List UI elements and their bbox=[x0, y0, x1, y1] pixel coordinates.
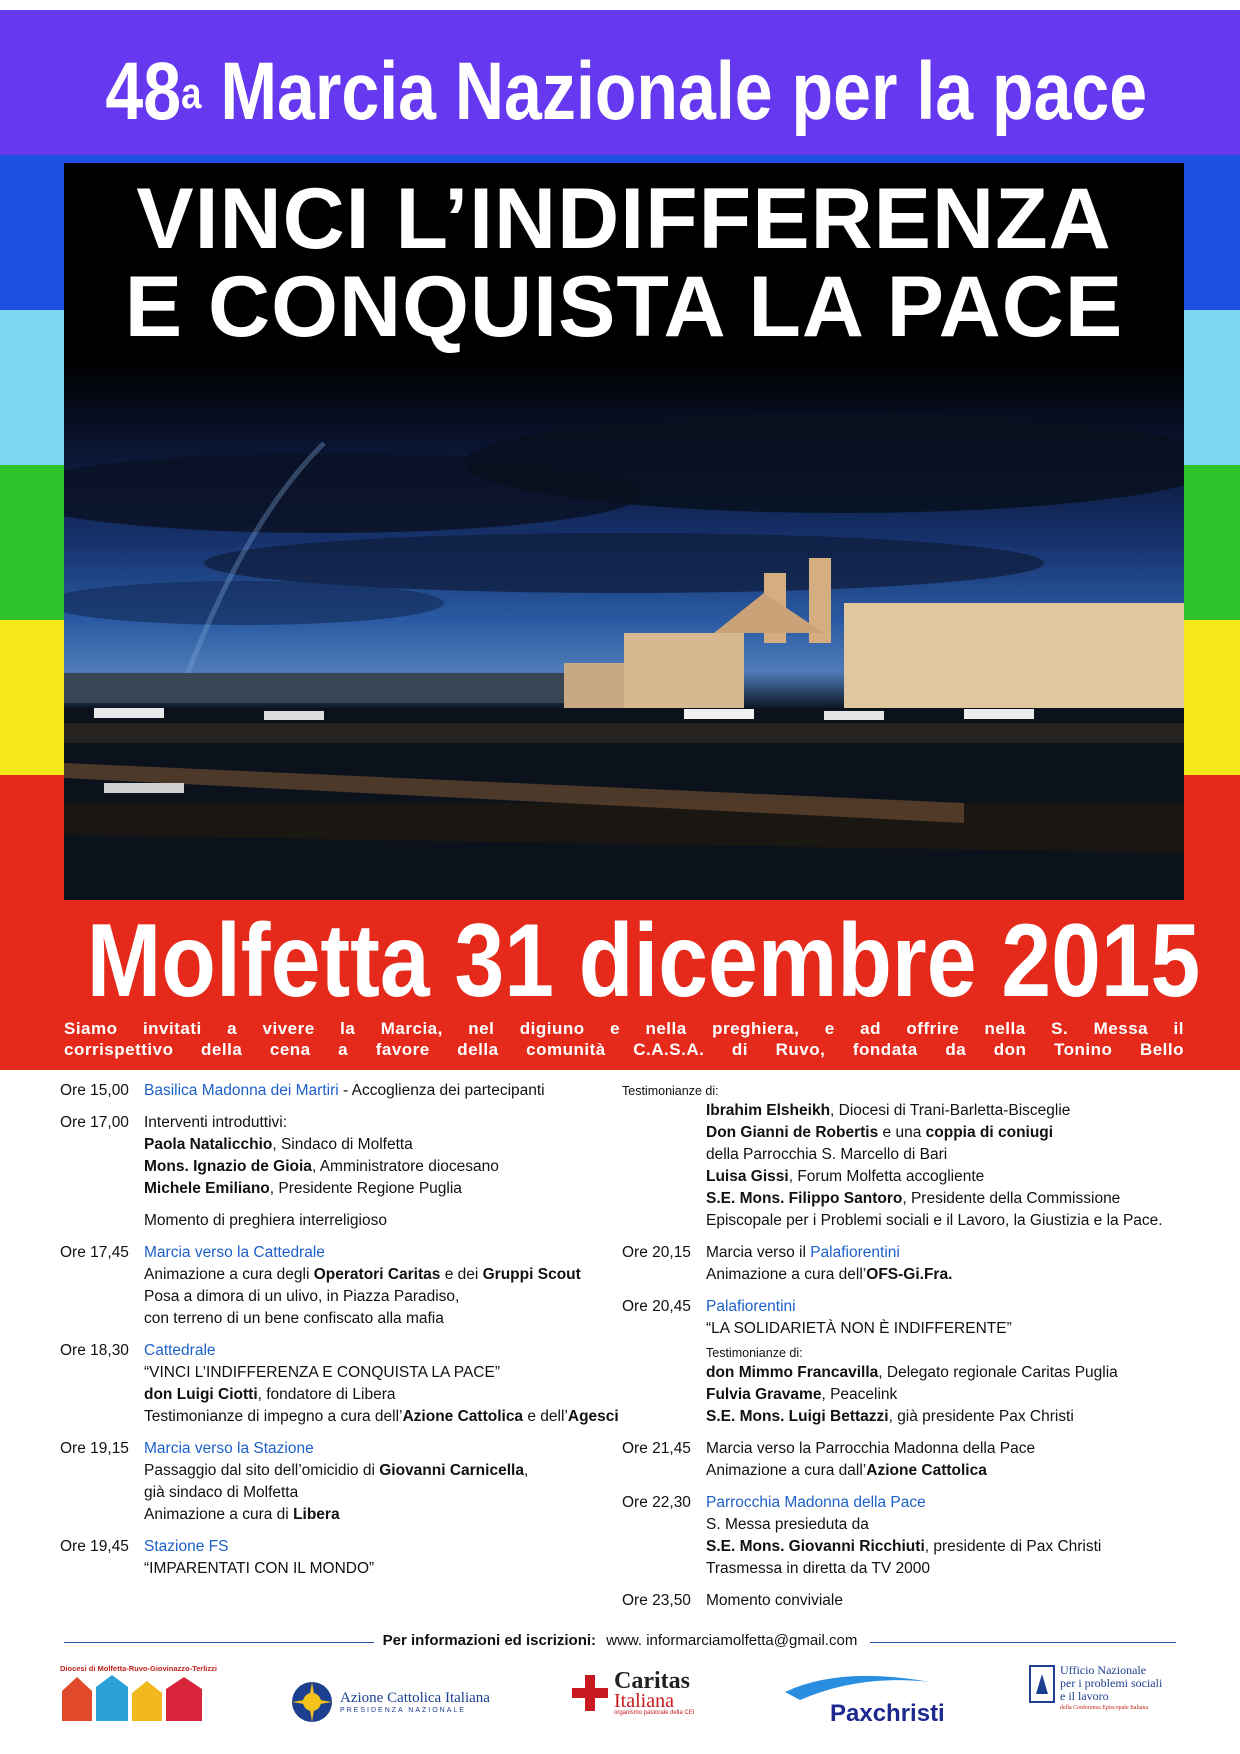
harbor-photo bbox=[64, 163, 1184, 900]
event-1700: Ore 17,00 Interventi introduttivi: Paola Natalicchio, Sindaco di Molfetta Mons. Ignazio de Gioia, Amministratore diocesano Michele Emiliano, Presidente Regione Puglia Momento di preghiera interreligioso bbox=[60, 1114, 499, 1229]
caritas-logo: Caritas Italiana organismo pastorale della CEI bbox=[570, 1670, 710, 1716]
headline-line-1: VINCI L’INDIFFERENZA bbox=[136, 171, 1112, 267]
ufficio-nazionale-logo: Ufficio Nazionale per i problemi sociali e il lavoro della Conferenza Episcopale Italiana bbox=[1028, 1664, 1198, 1713]
event-1915: Ore 19,15 Marcia verso la Stazione Passaggio dal sito dell’omicidio di Giovanni Carnicella, già sindaco di Molfetta Animazione a cura di Libera bbox=[60, 1440, 529, 1523]
churches-icon bbox=[60, 1673, 205, 1723]
page-title: 48$^a$ Marcia Nazionale per la pace bbox=[105, 46, 1148, 137]
diocese-logo: Diocesi di Molfetta-Ruvo-Giovinazzo-Terlizzi bbox=[60, 1664, 210, 1728]
pax-christi-logo: Paxchristi bbox=[780, 1670, 950, 1730]
program-left bbox=[60, 1080, 620, 1590]
ufficio-emblem-icon bbox=[1028, 1664, 1056, 1704]
info-line: Per informazioni ed iscrizioni: www. informarciamolfetta@gmail.com bbox=[382, 1632, 858, 1649]
invite-text: Siamo invitati a vivere la Marcia, nel digiuno e nella preghiera, e ad offrire nella S. Messa il corrispettivo della cena a favore della comunità C.A.S.A. di Ruvo, fondata da don Tonino Bello bbox=[64, 1019, 1184, 1059]
email-link[interactable]: www. informarciamolfetta@gmail.com bbox=[606, 1632, 858, 1649]
event-1945: Ore 19,45 Stazione FS “IMPARENTATI CON IL MONDO” bbox=[60, 1538, 375, 1577]
event-1830: Ore 18,30 Cattedrale “VINCI L’INDIFFERENZA E CONQUISTA LA PACE” don Luigi Ciotti, fondatore di Libera Testimonianze di impegno a cura dell’Azione Cattolica e dell’Agesci bbox=[60, 1342, 619, 1425]
pax-swoosh-icon bbox=[780, 1670, 950, 1704]
testimonies-list: Ibrahim Elsheikh, Diocesi di Trani-Barletta-Bisceglie Don Gianni de Robertis e una coppia di coniugi della Parrocchia S. Marcello di Bari Luisa Gissi, Forum Molfetta accogliente S.E. Mons. Filippo Santoro, Presidente della Commissione Episcopale per i Problemi sociali e il Lavoro, la Giustizia e la Pace. bbox=[706, 1102, 1163, 1229]
testimonies-label: Testimonianze di: bbox=[622, 1084, 719, 1098]
event-date: Molfetta 31 dicembre 2015 bbox=[86, 903, 1201, 1019]
event-1500: Ore 15,00 Basilica Madonna dei Martiri - Accoglienza dei partecipanti bbox=[60, 1082, 545, 1099]
headline-line-2: E CONQUISTA LA PACE bbox=[124, 259, 1124, 355]
program-right bbox=[622, 1082, 1182, 1622]
event-2045: Ore 20,45 Palafiorentini “LA SOLIDARIETÀ NON È INDIFFERENTE” Testimonianze di: don Mimmo Francavilla, Delegato regionale Caritas Puglia Fulvia Gravame, Peacelink S.E. Mons. Luigi Bettazzi, già presidente Pax Christi bbox=[622, 1298, 1118, 1425]
sponsor-logos bbox=[0, 1660, 1240, 1750]
caritas-cross-icon bbox=[570, 1673, 610, 1713]
event-2230: Ore 22,30 Parrocchia Madonna della Pace S. Messa presieduta da S.E. Mons. Giovanni Ricchiuti, presidente di Pax Christi Trasmessa in diretta da TV 2000 bbox=[622, 1494, 1102, 1577]
headline bbox=[64, 171, 1184, 355]
azione-cattolica-logo: Azione Cattolica Italiana PRESIDENZA NAZIONALE bbox=[290, 1680, 510, 1724]
event-2350: Ore 23,50 Momento conviviale bbox=[622, 1592, 843, 1609]
sunburst-icon bbox=[290, 1680, 334, 1724]
event-2145: Ore 21,45 Marcia verso la Parrocchia Madonna della Pace Animazione a cura dall’Azione Cattolica bbox=[622, 1440, 1036, 1479]
event-2015: Ore 20,15 Marcia verso il Palafiorentini Animazione a cura dell’OFS-Gi.Fra. bbox=[622, 1244, 953, 1283]
event-1745: Ore 17,45 Marcia verso la Cattedrale Animazione a cura degli Operatori Caritas e dei Gruppi Scout Posa a dimora di un ulivo, in Piazza Paradiso, con terreno di un bene confiscato alla mafia bbox=[60, 1244, 581, 1327]
